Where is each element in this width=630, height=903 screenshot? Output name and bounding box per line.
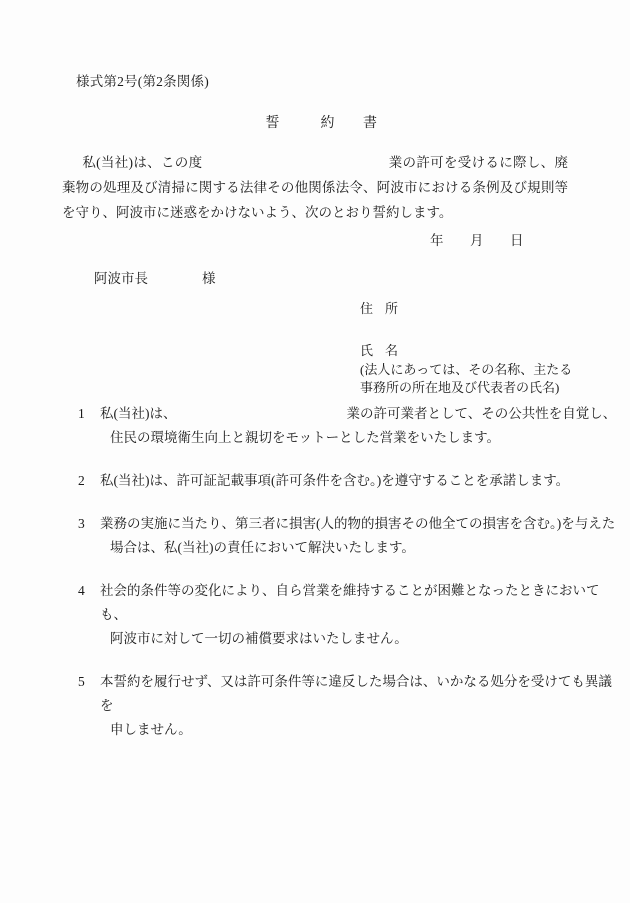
title-char-3: 書 (363, 116, 377, 131)
body-paragraph (62, 150, 568, 225)
pledge-item-4 (12, 579, 618, 651)
addressee-line (94, 267, 216, 287)
pledge-3-line-1: 業務の実施に当たり、第三者に損害(人的物的損害その他全ての損害を含む。)を与えた (100, 516, 616, 531)
pledge-1-before-gap: 私(当社)は、 (100, 406, 177, 421)
address-field-label (360, 299, 572, 318)
pledge-2-line-1: 私(当社)は、許可証記載事項(許可条件を含む。)を遵守することを承諾します。 (100, 473, 570, 488)
pledge-3-continuation: 場合は、私(当社)の責任において解決いたします。 (110, 540, 415, 555)
pledge-item-1 (12, 402, 618, 450)
pledge-4-line-1: 社会的条件等の変化により、自ら営業を維持することが困難となったときにおいても、 (100, 583, 600, 622)
document-title (0, 112, 630, 132)
pledge-line-1 (100, 402, 618, 426)
pledge-number-2: 2 (78, 473, 85, 488)
pledge-number-5: 5 (78, 674, 85, 689)
date-month-label: 月 (470, 233, 484, 248)
addressee-recipient: 阿波市長 (94, 271, 148, 286)
title-char-2: 約 (320, 116, 335, 131)
title-char-1: 誓 (265, 116, 280, 131)
pledge-list (12, 402, 618, 761)
pledge-item-3 (12, 512, 618, 560)
pledge-5-continuation: 申しません。 (110, 722, 192, 737)
corporate-name-note (360, 361, 572, 397)
signature-block (360, 299, 572, 397)
date-line (430, 229, 524, 249)
date-day-label: 日 (510, 233, 524, 248)
form-number-label: 様式第2号(第2条関係) (76, 74, 209, 89)
corporate-note-line-2: 事務所の所在地及び代表者の氏名) (360, 380, 560, 395)
pledge-item-2 (12, 469, 618, 493)
body-lead-text: 私(当社)は、この度 (82, 155, 203, 170)
name-label-char-2: 名 (385, 343, 399, 358)
pledge-5-line-1: 本誓約を履行せず、又は許可条件等に違反した場合は、いかなる処分を受けても異議を (100, 674, 612, 713)
pledge-4-continuation: 阿波市に対して一切の補償要求はいたしません。 (110, 631, 408, 646)
corporate-note-line-1: (法人にあっては、その名称、主たる (360, 362, 573, 377)
addressee-honorific: 様 (202, 271, 216, 286)
pledge-number-4: 4 (78, 583, 85, 598)
address-label-char-1: 住 (360, 301, 374, 316)
name-label-char-1: 氏 (360, 343, 374, 358)
pledge-number-3: 3 (78, 516, 85, 531)
pledge-1-after-gap: 業の許可業者として、その公共性を自覚し、 (346, 406, 617, 421)
pledge-1-continuation: 住民の環境衛生向上と親切をモットーとした営業をいたします。 (110, 430, 501, 445)
pledge-item-5 (12, 670, 618, 742)
body-after-gap-text: 業の許可を受けるに際し、廃棄物の処理及び清掃に関する法律その他関係法令、阿波市における条例及び規則等を守り、阿波市に迷惑をかけないよう、次のとおり誓約します。 (62, 155, 568, 220)
pledge-number-1: 1 (78, 406, 85, 421)
name-field-label (360, 341, 572, 360)
address-label-char-2: 所 (385, 301, 399, 316)
date-year-label: 年 (430, 233, 444, 248)
